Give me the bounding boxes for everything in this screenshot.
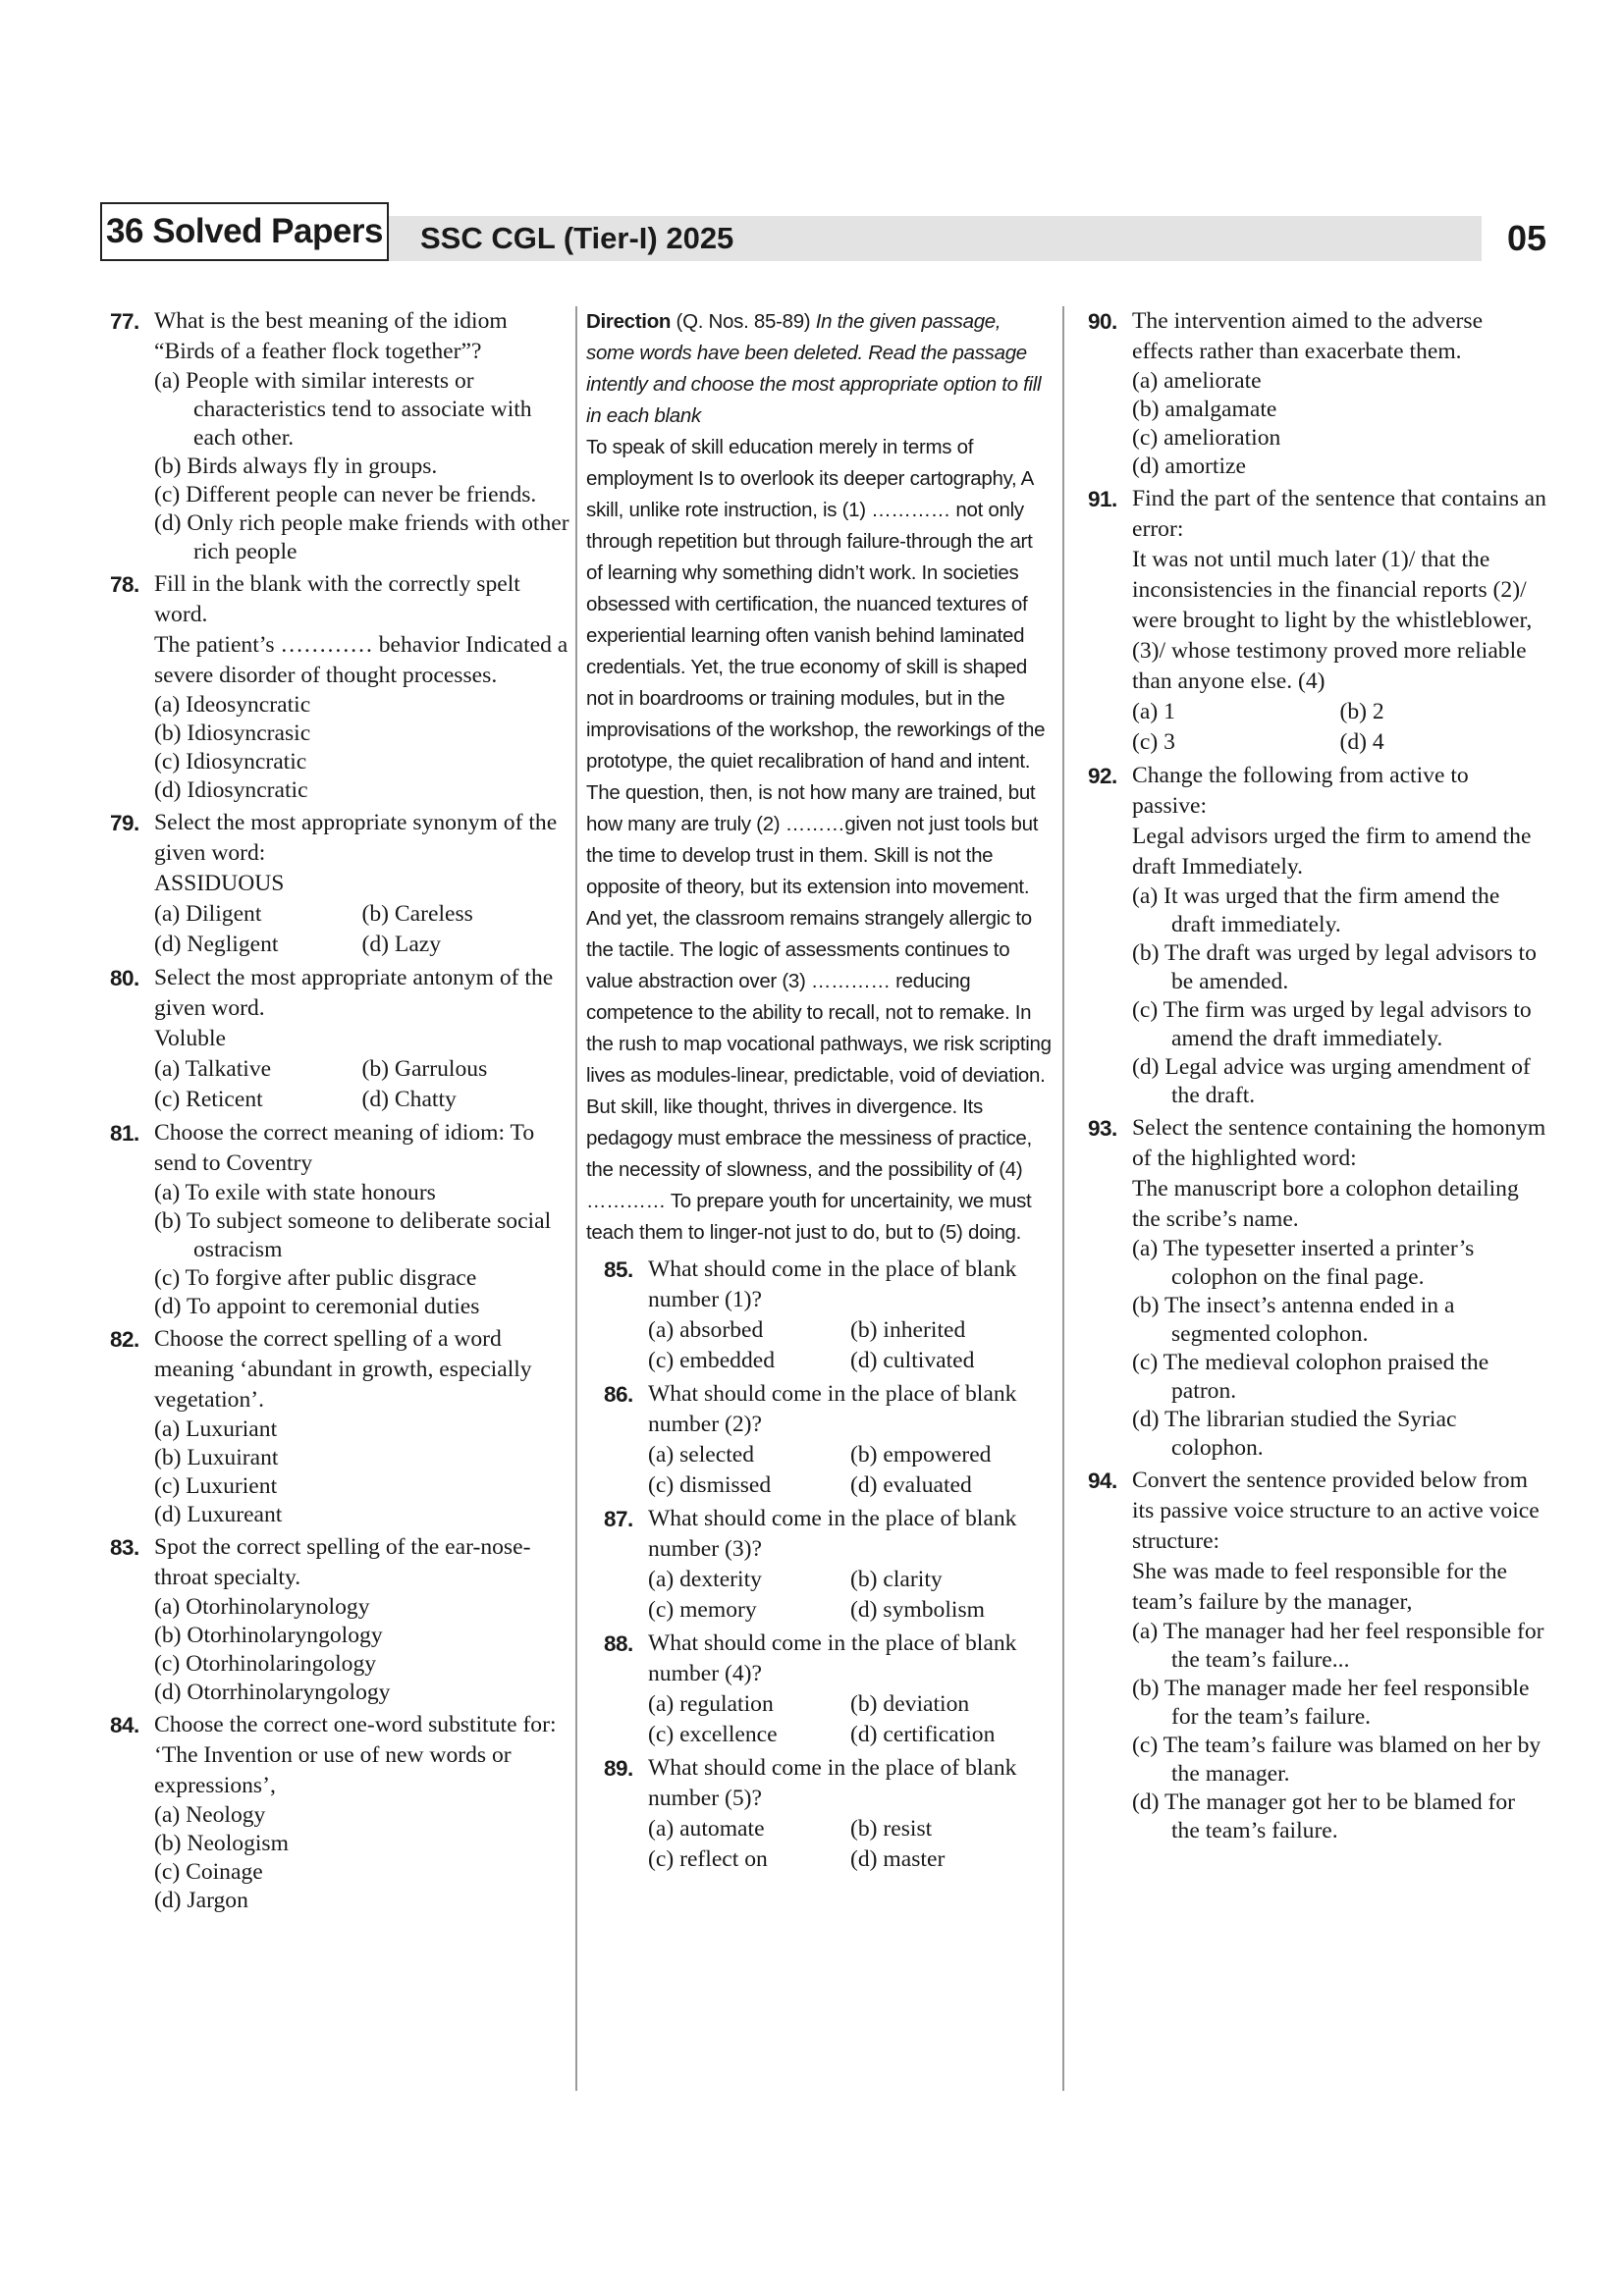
option-item: (c) Coinage — [154, 1859, 263, 1885]
question-text: Choose the correct one-word substitute for: ‘The Invention or use of new words or expressions’, — [154, 1712, 557, 1798]
column-left — [110, 306, 569, 1918]
question-subtext: The manuscript bore a colophon detailing the scribe’s name. — [1132, 1176, 1519, 1232]
option-grid — [648, 1565, 1053, 1626]
question-text: What should come in the place of blank number (1)? — [648, 1256, 1017, 1312]
question-number: 80. — [110, 966, 139, 990]
direction-range: (Q. Nos. 85-89) — [671, 310, 816, 333]
question-number: 83. — [110, 1535, 139, 1560]
question-body — [1132, 306, 1547, 481]
question-text: Fill in the blank with the correctly spelt word. — [154, 571, 520, 627]
page-header — [100, 202, 1546, 263]
question-number: 86. — [604, 1382, 633, 1407]
question-item — [1088, 1466, 1547, 1845]
option-list — [154, 367, 569, 566]
question-body — [1132, 1113, 1547, 1463]
option-item: (b) Idiosyncrasic — [154, 721, 311, 746]
question-text: Select the most appropriate synonym of the given word: — [154, 810, 558, 866]
question-text: Choose the correct meaning of idiom: To send to Coventry — [154, 1120, 535, 1176]
option-item: (b) Birds always fly in groups. — [154, 454, 438, 479]
question-item — [110, 963, 569, 1115]
option-item: (a) To exile with state honours — [154, 1180, 436, 1205]
option-item: (c) excellence — [648, 1722, 778, 1747]
question-subtext: Voluble — [154, 1026, 226, 1051]
option-item: (a) dexterity — [648, 1567, 762, 1592]
question-body — [154, 569, 569, 805]
question-body — [1132, 484, 1547, 758]
question-body — [648, 1379, 1053, 1501]
question-number: 87. — [604, 1507, 633, 1531]
option-item: (d) Jargon — [154, 1888, 248, 1913]
option-list — [1132, 1618, 1547, 1845]
exam-title-bar — [385, 216, 1482, 261]
option-grid — [648, 1315, 1053, 1376]
option-grid — [1132, 697, 1547, 758]
question-number: 82. — [110, 1327, 139, 1352]
option-item: (a) selected — [648, 1442, 755, 1468]
option-item: (a) Talkative — [154, 1056, 272, 1082]
option-item: (b) Garrulous — [361, 1056, 488, 1082]
option-item: (a) regulation — [648, 1691, 774, 1717]
question-body — [154, 1532, 569, 1707]
option-item: (d) Lazy — [361, 932, 442, 957]
option-item: (a) 1 — [1132, 699, 1175, 724]
option-item: (c) reflect on — [648, 1846, 768, 1872]
question-body — [648, 1255, 1053, 1376]
option-grid — [154, 899, 569, 960]
question-body — [648, 1504, 1053, 1626]
question-number: 81. — [110, 1121, 139, 1146]
option-item: (a) People with similar interests or characteristics tend to associate with each other. — [154, 368, 532, 451]
question-body — [154, 306, 569, 566]
question-body — [154, 963, 569, 1115]
option-item: (c) embedded — [648, 1348, 776, 1373]
option-item: (b) amalgamate — [1132, 397, 1277, 422]
option-item: (c) The firm was urged by legal advisors to amend the draft immediately. — [1132, 997, 1532, 1051]
column-divider — [1062, 306, 1064, 2091]
option-list — [1132, 1235, 1547, 1463]
question-item — [1088, 484, 1547, 758]
option-item: (d) evaluated — [850, 1472, 972, 1498]
question-number: 77. — [110, 309, 139, 334]
option-list — [154, 1415, 569, 1529]
option-item: (b) 2 — [1339, 699, 1384, 724]
option-list — [1132, 367, 1547, 481]
question-body — [648, 1753, 1053, 1875]
option-item: (a) Otorhinolarynology — [154, 1594, 370, 1620]
question-body — [154, 1710, 569, 1915]
option-item: (c) Luxurient — [154, 1473, 278, 1499]
option-item: (d) 4 — [1339, 729, 1384, 755]
question-number: 85. — [604, 1257, 633, 1282]
exam-title: SSC CGL (Tier-I) 2025 — [420, 221, 734, 255]
question-item — [586, 1753, 1053, 1875]
question-item — [110, 1118, 569, 1321]
option-item: (a) Luxuriant — [154, 1416, 278, 1442]
question-item — [1088, 306, 1547, 481]
option-item: (b) empowered — [850, 1442, 992, 1468]
option-item: (a) The manager had her feel responsible for the team’s failure... — [1132, 1619, 1544, 1673]
question-body — [154, 808, 569, 960]
option-item: (a) The typesetter inserted a printer’s colophon on the final page. — [1132, 1236, 1475, 1290]
question-item — [586, 1379, 1053, 1501]
question-number: 78. — [110, 572, 139, 597]
option-item: (d) master — [850, 1846, 946, 1872]
question-text: Spot the correct spelling of the ear-nose-throat specialty. — [154, 1534, 531, 1590]
option-item: (d) Luxureant — [154, 1502, 283, 1527]
reading-passage: To speak of skill education merely in terms of employment Is to overlook its deeper cartography, A skill, unlike rote instruction, is (1) ………… not only through repetition but through failure-through the art of learning why something didn’t work. In societies obsessed with certification, the nuanced textures of experiential learning often vanish behind laminated credentials. Yet, the true economy of skill is shaped not in boardrooms or training modules, but in the improvisations of the workshop, the reworkings of the prototype, the quiet recalibration of hand and intent. The question, then, is not how many are trained, but how many are truly (2) ………given not just tools but the time to develop trust in them. Skill is not the opposite of theory, but its extension into movement. And yet, the classroom remains strangely allergic to the tactile. The logic of assessments continues to value abstraction over (3) ………… reducing competence to the ability to recall, not to remake. In the rush to map vocational pathways, we risk scripting lives as modules-linear, predictable, void of deviation. But skill, like thought, thrives in divergence. Its pedagogy must embrace the messiness of practice, the necessity of slowness, and the possibility of (4) ………… To prepare youth for uncertainity, we must teach them to linger-not just to do, but to (5) doing. — [586, 436, 1052, 1244]
option-item: (d) Negligent — [154, 932, 279, 957]
question-number: 92. — [1088, 764, 1117, 788]
question-text: What should come in the place of blank number (2)? — [648, 1381, 1017, 1437]
question-item — [1088, 1113, 1547, 1463]
option-item: (c) memory — [648, 1597, 757, 1623]
option-item: (b) Neologism — [154, 1831, 289, 1856]
question-number: 91. — [1088, 487, 1117, 511]
option-item: (d) Otorrhinolaryngology — [154, 1680, 391, 1705]
question-text: Select the sentence containing the homonym of the highlighted word: — [1132, 1115, 1546, 1171]
question-number: 93. — [1088, 1116, 1117, 1141]
question-subtext: The patient’s ………… behavior Indicated a severe disorder of thought processes. — [154, 632, 568, 688]
option-item: (a) Ideosyncratic — [154, 692, 311, 718]
option-item: (c) dismissed — [648, 1472, 772, 1498]
question-number: 90. — [1088, 309, 1117, 334]
question-item — [110, 1532, 569, 1707]
question-subtext: She was made to feel responsible for the team’s failure by the manager, — [1132, 1559, 1507, 1615]
question-item — [110, 1324, 569, 1529]
question-number: 79. — [110, 811, 139, 835]
question-text: Convert the sentence provided below from its passive voice structure to an active voice structure: — [1132, 1468, 1540, 1554]
option-item: (c) Reticent — [154, 1087, 263, 1112]
option-item: (a) automate — [648, 1816, 765, 1842]
option-item: (a) Diligent — [154, 901, 262, 927]
question-body — [1132, 1466, 1547, 1845]
option-item: (b) clarity — [850, 1567, 943, 1592]
option-item: (c) The medieval colophon praised the patron. — [1132, 1350, 1489, 1404]
option-list — [154, 1593, 569, 1707]
question-item — [110, 1710, 569, 1915]
brand-title: 36 Solved Papers — [100, 202, 389, 261]
option-grid — [154, 1054, 569, 1115]
column-divider — [575, 306, 577, 2091]
question-item — [586, 1504, 1053, 1626]
question-number: 88. — [604, 1631, 633, 1656]
option-list — [154, 691, 569, 805]
question-text: What should come in the place of blank number (5)? — [648, 1755, 1017, 1811]
question-text: Choose the correct spelling of a word meaning ‘abundant in growth, especially vegetation’. — [154, 1326, 532, 1413]
page-number: 05 — [1506, 218, 1546, 258]
question-text: What should come in the place of blank number (3)? — [648, 1506, 1017, 1562]
option-item: (c) amelioration — [1132, 425, 1281, 451]
option-item: (a) It was urged that the firm amend the draft immediately. — [1132, 883, 1500, 937]
option-item: (d) amortize — [1132, 454, 1246, 479]
option-item: (a) absorbed — [648, 1317, 764, 1343]
question-number: 94. — [1088, 1468, 1117, 1493]
option-list — [1132, 882, 1547, 1110]
question-text: What should come in the place of blank number (4)? — [648, 1630, 1017, 1686]
question-item — [586, 1629, 1053, 1750]
option-item: (d) Chatty — [361, 1087, 457, 1112]
question-text: The intervention aimed to the adverse effects rather than exacerbate them. — [1132, 308, 1484, 364]
option-item: (c) Idiosyncratic — [154, 749, 307, 774]
question-body — [648, 1629, 1053, 1750]
option-grid — [648, 1440, 1053, 1501]
option-grid — [648, 1689, 1053, 1750]
option-item: (d) symbolism — [850, 1597, 985, 1623]
option-item: (a) Neology — [154, 1802, 266, 1828]
option-item: (b) Luxuirant — [154, 1445, 279, 1470]
option-item: (b) The draft was urged by legal advisors to be amended. — [1132, 940, 1537, 994]
direction-block — [586, 306, 1053, 432]
option-item: (d) The librarian studied the Syriac colophon. — [1132, 1407, 1457, 1461]
option-item: (d) Only rich people make friends with other rich people — [154, 510, 569, 564]
option-list — [154, 1801, 569, 1915]
option-item: (d) Idiosyncratic — [154, 777, 308, 803]
question-body — [1132, 761, 1547, 1110]
option-grid — [648, 1814, 1053, 1875]
passage-questions — [586, 1255, 1053, 1875]
option-item: (a) ameliorate — [1132, 368, 1262, 394]
option-item: (c) The team’s failure was blamed on her by the manager. — [1132, 1733, 1542, 1787]
question-item — [1088, 761, 1547, 1110]
column-middle — [586, 306, 1053, 1878]
option-item: (c) Different people can never be friends. — [154, 482, 537, 507]
option-item: (c) 3 — [1132, 729, 1175, 755]
option-item: (b) The insect’s antenna ended in a segmented colophon. — [1132, 1293, 1455, 1347]
option-item: (b) Careless — [361, 901, 473, 927]
question-item — [586, 1255, 1053, 1376]
question-number: 89. — [604, 1756, 633, 1781]
question-item — [110, 808, 569, 960]
question-subtext: ASSIDUOUS — [154, 871, 285, 896]
question-item — [110, 306, 569, 566]
direction-text: In the given passage, some words have been deleted. Read the passage intently and choose the most appropriate option to fill in each blank — [586, 310, 1042, 427]
option-item: (d) certification — [850, 1722, 996, 1747]
direction-label: Direction — [586, 310, 672, 333]
option-item: (d) The manager got her to be blamed for the team’s failure. — [1132, 1789, 1516, 1843]
question-body — [154, 1118, 569, 1321]
question-text: Select the most appropriate antonym of the given word. — [154, 965, 554, 1021]
option-item: (c) To forgive after public disgrace — [154, 1265, 477, 1291]
option-list — [154, 1179, 569, 1321]
column-right — [1088, 306, 1547, 1848]
question-body — [154, 1324, 569, 1529]
option-item: (b) resist — [850, 1816, 933, 1842]
question-number: 84. — [110, 1713, 139, 1737]
option-item: (d) To appoint to ceremonial duties — [154, 1294, 480, 1319]
option-item: (d) Legal advice was urging amendment of the draft. — [1132, 1054, 1531, 1108]
option-item: (c) Otorhinolaringology — [154, 1651, 377, 1677]
question-text: Change the following from active to passive: — [1132, 763, 1469, 819]
option-item: (b) deviation — [850, 1691, 970, 1717]
option-item: (d) cultivated — [850, 1348, 975, 1373]
question-subtext: It was not until much later (1)/ that the inconsistencies in the financial reports (2)/ were brought to light by the whistleblower, (3)/ whose testimony proved more reliable than anyone else. (4) — [1132, 547, 1533, 694]
question-text: What is the best meaning of the idiom “Birds of a feather flock together”? — [154, 308, 508, 364]
question-subtext: Legal advisors urged the firm to amend the draft Immediately. — [1132, 824, 1532, 880]
question-text: Find the part of the sentence that contains an error: — [1132, 486, 1546, 542]
option-item: (b) The manager made her feel responsible for the team’s failure. — [1132, 1676, 1530, 1730]
option-item: (b) To subject someone to deliberate social ostracism — [154, 1208, 552, 1262]
option-item: (b) Otorhinolaryngology — [154, 1623, 383, 1648]
option-item: (b) inherited — [850, 1317, 966, 1343]
question-item — [110, 569, 569, 805]
